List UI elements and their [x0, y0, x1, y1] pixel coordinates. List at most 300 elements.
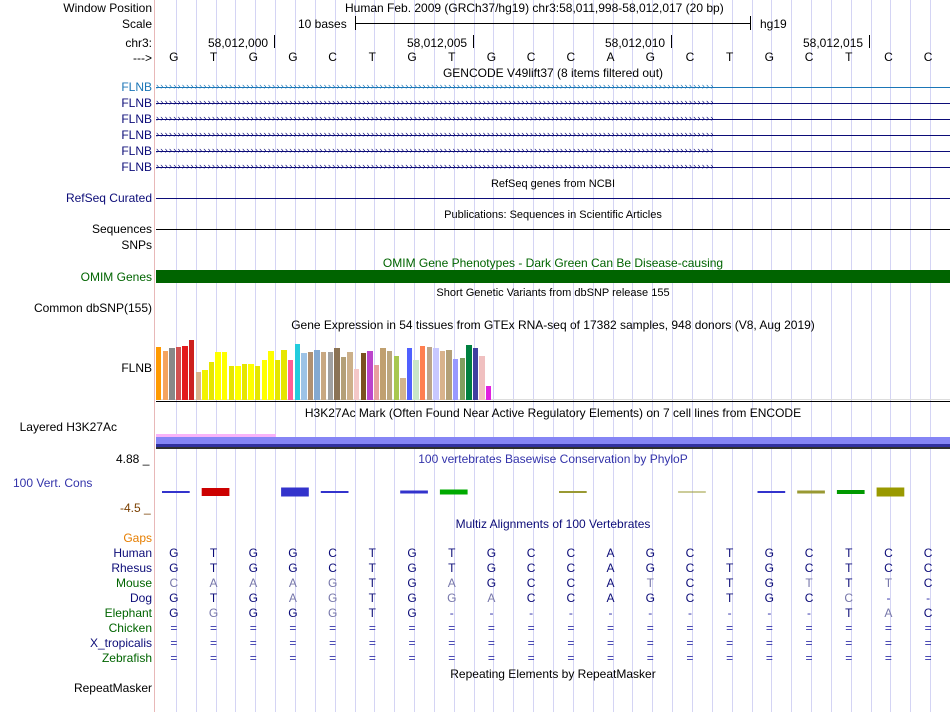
aligned-base: G [248, 606, 258, 620]
gtex-tissue-bar[interactable] [268, 351, 273, 400]
aligned-base: G [764, 576, 775, 590]
gtex-tissue-bar[interactable] [189, 340, 194, 400]
aligned-base: = [249, 636, 257, 650]
gtex-tissue-bar[interactable] [308, 352, 313, 400]
gtex-tissue-bar[interactable] [262, 360, 267, 400]
reference-base: C [328, 50, 337, 64]
coord-label: 58,012,010 [605, 36, 666, 50]
aligned-base: A [288, 591, 297, 605]
window-position-value: Human Feb. 2009 (GRCh37/hg19) chr3:58,011,998-58,012,017 (20 bp) [345, 1, 724, 15]
aligned-base: G [288, 606, 298, 620]
aligned-base: A [209, 576, 218, 590]
aligned-base: - [608, 606, 613, 620]
scale-assembly: hg19 [760, 17, 787, 31]
aligned-base: - [767, 606, 772, 620]
gtex-tissue-bar[interactable] [334, 348, 339, 400]
aligned-base: G [764, 591, 775, 605]
aligned-base: = [607, 651, 615, 665]
aligned-base: = [805, 621, 813, 635]
coord-label: 58,012,015 [803, 36, 864, 50]
gtex-tissue-bar[interactable] [433, 348, 438, 400]
gencode-strand-arrows: ›››››››››››››››››››››››››››››››››››››››››››››››››››››››››››››››››››››››››››››››››››››››››››››››››››››››››››››››››››››››››››››››››› [156, 113, 715, 123]
aligned-base: T [368, 591, 377, 605]
gencode-transcript-label[interactable]: FLNB [121, 144, 152, 158]
gtex-tissue-bar[interactable] [176, 347, 181, 400]
aligned-base: = [765, 621, 773, 635]
aligned-base: G [407, 546, 417, 560]
conservation-track-label[interactable]: 100 Vert. Cons [13, 476, 93, 490]
gtex-tissue-bar[interactable] [427, 347, 432, 400]
aligned-base: T [209, 546, 218, 560]
aligned-base: = [210, 621, 218, 635]
gtex-tissue-bar[interactable] [460, 358, 465, 400]
gtex-tissue-bar[interactable] [196, 372, 201, 400]
aligned-base: G [288, 546, 298, 560]
aligned-base: G [407, 591, 417, 605]
reference-base: G [764, 50, 775, 64]
reference-base: C [566, 50, 576, 64]
gtex-tissue-bar[interactable] [367, 351, 372, 400]
gencode-transcript-label[interactable]: FLNB [121, 128, 152, 142]
conservation-logo-mark [202, 488, 230, 496]
gtex-tissue-bar[interactable] [156, 347, 161, 400]
aligned-base: C [923, 606, 933, 620]
aligned-base: = [170, 636, 178, 650]
coord-tick [274, 35, 275, 48]
strand-arrow-label: ---> [133, 51, 152, 65]
repeatmasker-track-label[interactable]: RepeatMasker [73, 681, 152, 695]
aligned-base: G [169, 546, 179, 560]
aligned-base: G [407, 561, 417, 575]
aligned-base: = [487, 636, 495, 650]
species-label-mouse[interactable]: Mouse [115, 576, 152, 590]
aligned-base: C [328, 561, 337, 575]
chrom-label: chr3: [125, 36, 152, 50]
dbsnp-track-label[interactable]: Common dbSNP(155) [33, 301, 152, 315]
aligned-base: T [845, 561, 853, 575]
gtex-tissue-bar[interactable] [295, 344, 300, 400]
aligned-base: - [568, 606, 573, 620]
aligned-base: = [845, 636, 853, 650]
aligned-base: - [529, 606, 534, 620]
gtex-tissue-bar[interactable] [440, 351, 445, 400]
aligned-base: T [725, 546, 734, 560]
aligned-base: = [170, 621, 178, 635]
aligned-base: C [328, 546, 337, 560]
aligned-base: = [368, 636, 376, 650]
aligned-base: C [923, 546, 933, 560]
gtex-tissue-bar[interactable] [387, 351, 392, 400]
aligned-base: = [289, 621, 297, 635]
aligned-base: = [845, 621, 853, 635]
aligned-base: A [606, 591, 615, 605]
gtex-track-label[interactable]: FLNB [121, 361, 152, 375]
gtex-tissue-bar[interactable] [169, 348, 174, 400]
aligned-base: = [408, 636, 416, 650]
aligned-base: = [329, 636, 337, 650]
gtex-tissue-bar[interactable] [361, 353, 366, 400]
gtex-tissue-bar[interactable] [229, 366, 234, 400]
aligned-base: G [288, 561, 298, 575]
aligned-base: = [289, 651, 297, 665]
aligned-base: G [645, 561, 655, 575]
aligned-base: = [368, 651, 376, 665]
gencode-strand-arrows: ›››››››››››››››››››››››››››››››››››››››››››››››››››››››››››››››››››››››››››››››››››››››››››››››››››››››››››››››››››››››››››››››››› [156, 145, 715, 155]
aligned-base: = [646, 636, 654, 650]
aligned-base: = [448, 621, 456, 635]
gencode-strand-arrows: ›››››››››››››››››››››››››››››››››››››››››››››››››››››››››››››››››››››››››››››››››››››››››››››››››››››››››››››››››››››››››››››››››› [156, 129, 715, 139]
aligned-base: = [646, 621, 654, 635]
aligned-base: = [765, 651, 773, 665]
conservation-logo-mark [678, 492, 706, 493]
aligned-base: = [210, 651, 218, 665]
gtex-tissue-bar[interactable] [182, 346, 187, 400]
aligned-base: C [169, 576, 179, 590]
gtex-tissue-bar[interactable] [288, 360, 293, 400]
omim-gene-bar[interactable] [156, 270, 950, 283]
aligned-base: G [764, 561, 775, 575]
h3k27ac-track-title[interactable]: H3K27Ac Mark (Often Found Near Active Regulatory Elements) on 7 cell lines from ENCODE [304, 406, 802, 420]
aligned-base: T [884, 576, 893, 590]
conservation-logo-mark [281, 488, 309, 497]
aligned-base: T [646, 576, 654, 590]
aligned-base: = [487, 621, 495, 635]
gtex-tissue-bar[interactable] [341, 357, 346, 400]
gtex-tissue-bar[interactable] [354, 369, 359, 400]
gtex-tissue-bar[interactable] [281, 350, 286, 400]
conservation-logo-mark [877, 488, 905, 497]
aligned-base: C [526, 591, 536, 605]
h3k27ac-track-label[interactable]: Layered H3K27Ac [19, 420, 117, 434]
aligned-base: C [923, 561, 933, 575]
gtex-tissue-bar[interactable] [215, 352, 220, 400]
aligned-base: = [249, 621, 257, 635]
conservation-logo-mark [162, 491, 190, 493]
aligned-base: C [526, 576, 536, 590]
scale-label: Scale [121, 17, 152, 31]
aligned-base: = [924, 621, 932, 635]
aligned-base: A [288, 576, 297, 590]
gencode-transcript-label[interactable]: FLNB [121, 160, 152, 174]
gtex-tissue-bar[interactable] [420, 346, 425, 400]
aligned-base: T [725, 561, 734, 575]
aligned-base: = [726, 651, 734, 665]
aligned-base: C [923, 576, 933, 590]
aligned-base: = [487, 651, 495, 665]
conservation-logo-mark [758, 491, 786, 493]
aligned-base: G [645, 546, 655, 560]
gtex-tissue-bar[interactable] [202, 370, 207, 400]
gtex-tissue-bar[interactable] [163, 351, 168, 400]
dbsnp-track-title[interactable]: Short Genetic Variants from dbSNP release 155 [436, 287, 670, 299]
aligned-base: C [685, 591, 695, 605]
aligned-base: G [248, 591, 258, 605]
aligned-base: G [645, 591, 655, 605]
coord-tick [869, 35, 870, 48]
reference-base: G [288, 50, 298, 64]
aligned-base: C [685, 546, 695, 560]
aligned-base: C [526, 561, 536, 575]
aligned-base: C [685, 576, 695, 590]
repeatmasker-track-title[interactable]: Repeating Elements by RepeatMasker [450, 667, 656, 681]
aligned-base: = [448, 636, 456, 650]
aligned-base: A [249, 576, 258, 590]
gtex-tissue-bar[interactable] [400, 378, 405, 400]
conservation-min-label: -4.5 _ [120, 501, 151, 515]
aligned-base: T [368, 561, 377, 575]
aligned-base: T [725, 576, 734, 590]
aligned-base: G [169, 591, 179, 605]
scale-value: 10 bases [298, 17, 347, 31]
aligned-base: C [566, 591, 576, 605]
aligned-base: - [727, 606, 732, 620]
aligned-base: = [329, 651, 337, 665]
gtex-bar-chart[interactable] [156, 332, 536, 400]
gtex-tissue-bar[interactable] [453, 359, 458, 400]
aligned-base: = [527, 651, 535, 665]
aligned-base: - [926, 591, 931, 605]
aligned-base: = [805, 636, 813, 650]
reference-base: T [845, 50, 853, 64]
aligned-base: - [489, 606, 494, 620]
aligned-base: = [726, 621, 734, 635]
window-position-label: Window Position [63, 1, 152, 15]
aligned-base: C [566, 576, 576, 590]
reference-base: A [606, 50, 615, 64]
aligned-base: A [606, 576, 615, 590]
conservation-logo-mark [797, 491, 825, 494]
aligned-base: C [566, 546, 576, 560]
aligned-base: = [567, 636, 575, 650]
aligned-base: = [805, 651, 813, 665]
aligned-base: T [845, 606, 853, 620]
reference-base: C [923, 50, 933, 64]
gtex-tissue-bar[interactable] [328, 352, 333, 400]
gtex-tissue-bar[interactable] [473, 348, 478, 400]
gencode-transcript-label[interactable]: FLNB [121, 112, 152, 126]
reference-base: G [645, 50, 655, 64]
aligned-base: G [764, 546, 775, 560]
aligned-base: = [527, 636, 535, 650]
refseq-track-title[interactable]: RefSeq genes from NCBI [490, 178, 616, 190]
h3k27ac-signal[interactable] [156, 437, 950, 444]
gencode-transcript-label[interactable]: FLNB [121, 80, 152, 94]
gtex-tissue-bar[interactable] [466, 345, 471, 400]
aligned-base: = [170, 651, 178, 665]
aligned-base: T [805, 576, 813, 590]
aligned-base: G [248, 546, 258, 560]
omim-track-title[interactable]: OMIM Gene Phenotypes - Dark Green Can Be Disease-causing [382, 256, 724, 270]
gencode-strand-arrows: ›››››››››››››››››››››››››››››››››››››››››››››››››››››››››››››››››››››››››››››››››››››››››››››››››››››››››››››››››››››››››››››››››› [156, 97, 715, 107]
gtex-tissue-bar[interactable] [347, 352, 352, 400]
aligned-base: = [884, 636, 892, 650]
reference-base: G [169, 50, 179, 64]
gtex-tissue-bar[interactable] [479, 356, 484, 400]
coord-label: 58,012,000 [208, 36, 269, 50]
aligned-base: C [804, 591, 814, 605]
aligned-base: = [924, 636, 932, 650]
gtex-track-title[interactable]: Gene Expression in 54 tissues from GTEx RNA-seq of 17382 samples, 948 donors (V8, Aug 2019) [291, 318, 815, 332]
sequences-track-label[interactable]: Sequences [91, 222, 152, 236]
scale-bar [355, 23, 751, 24]
reference-base: G [248, 50, 258, 64]
gencode-transcript-label[interactable]: FLNB [121, 96, 152, 110]
aligned-base: C [685, 561, 695, 575]
gtex-bottom-line [156, 401, 950, 402]
gtex-tissue-bar[interactable] [242, 364, 247, 400]
aligned-base: = [646, 651, 654, 665]
aligned-base: = [289, 636, 297, 650]
conservation-max-label: 4.88 _ [116, 452, 150, 466]
aligned-base: G [447, 591, 457, 605]
aligned-base: G [169, 561, 179, 575]
aligned-base: = [686, 621, 694, 635]
gtex-tissue-bar[interactable] [235, 366, 240, 400]
aligned-base: C [884, 546, 893, 560]
conservation-logo-mark [400, 491, 428, 494]
conservation-logo-mark [837, 490, 865, 494]
aligned-base: - [648, 606, 653, 620]
aligned-base: T [448, 546, 456, 560]
aligned-base: = [924, 651, 932, 665]
reference-base: C [884, 50, 893, 64]
species-label-chicken[interactable]: Chicken [108, 621, 152, 635]
gtex-tissue-bar[interactable] [209, 362, 214, 400]
aligned-base: - [449, 606, 454, 620]
aligned-base: G [486, 546, 497, 560]
conservation-logo-mark [321, 491, 349, 493]
aligned-base: A [606, 546, 615, 560]
aligned-base: = [408, 651, 416, 665]
coord-tick [671, 35, 672, 48]
aligned-base: = [726, 636, 734, 650]
aligned-base: = [527, 621, 535, 635]
species-label-elephant[interactable]: Elephant [104, 606, 152, 620]
conservation-track-title[interactable]: 100 vertebrates Basewise Conservation by PhyloP [418, 452, 688, 466]
aligned-base: = [686, 651, 694, 665]
aligned-base: = [368, 621, 376, 635]
gtex-tissue-bar[interactable] [275, 360, 280, 400]
aligned-base: = [686, 636, 694, 650]
aligned-base: C [804, 561, 814, 575]
aligned-base: T [368, 606, 377, 620]
reference-base: T [448, 50, 456, 64]
aligned-base: = [845, 651, 853, 665]
aligned-base: G [486, 561, 497, 575]
gencode-strand-arrows: ›››››››››››››››››››››››››››››››››››››››››››››››››››››››››››››››››››››››››››››››››››››››››››››››››››››››››››››››››››››››››››››››››› [156, 81, 715, 91]
reference-base: C [804, 50, 814, 64]
aligned-base: = [448, 651, 456, 665]
aligned-base: T [368, 546, 377, 560]
gtex-tissue-bar[interactable] [486, 386, 491, 400]
aligned-base: G [327, 591, 338, 605]
aligned-base: = [607, 621, 615, 635]
reference-base: T [368, 50, 377, 64]
aligned-base: = [765, 636, 773, 650]
gtex-tissue-bar[interactable] [394, 356, 399, 400]
refseq-track-label[interactable]: RefSeq Curated [65, 191, 152, 205]
refseq-gene-line[interactable] [156, 198, 950, 199]
aligned-base: T [845, 546, 853, 560]
aligned-base: - [807, 606, 812, 620]
multiz-track-title[interactable]: Multiz Alignments of 100 Vertebrates [455, 517, 651, 531]
species-label-dog[interactable]: Dog [129, 591, 152, 605]
aligned-base: T [448, 561, 456, 575]
species-label-human[interactable]: Human [113, 546, 152, 560]
reference-base: G [486, 50, 497, 64]
conservation-logo-mark [440, 490, 468, 495]
gtex-tissue-bar[interactable] [374, 365, 379, 400]
gtex-tissue-bar[interactable] [301, 353, 306, 400]
aligned-base: = [607, 636, 615, 650]
aligned-base: T [368, 576, 377, 590]
coord-tick [473, 35, 474, 48]
aligned-base: = [884, 621, 892, 635]
coord-label: 58,012,005 [407, 36, 468, 50]
gtex-tissue-bar[interactable] [222, 352, 227, 400]
gencode-strand-arrows: ›››››››››››››››››››››››››››››››››››››››››››››››››››››››››››››››››››››››››››››››››››››››››››››››››››››››››››››››››››››››››››››››››› [156, 161, 715, 171]
reference-base: T [725, 50, 734, 64]
snps-track-label[interactable]: SNPs [121, 238, 152, 252]
gtex-tissue-bar[interactable] [446, 350, 451, 400]
scale-bar-left-tick [355, 16, 356, 30]
gencode-track-title[interactable]: GENCODE V49lift37 (8 items filtered out) [442, 66, 664, 80]
h3k27ac-signal-edge [156, 447, 950, 449]
gtex-tissue-bar[interactable] [321, 352, 326, 400]
omim-track-label[interactable]: OMIM Genes [80, 270, 152, 284]
aligned-base: G [327, 606, 338, 620]
aligned-base: G [248, 561, 258, 575]
conservation-logo[interactable] [156, 480, 950, 510]
sequences-line[interactable] [156, 229, 950, 230]
conservation-logo-mark [559, 491, 587, 493]
aligned-base: C [884, 561, 893, 575]
aligned-base: G [169, 606, 179, 620]
aligned-base: = [884, 651, 892, 665]
gtex-tissue-bar[interactable] [255, 366, 260, 400]
aligned-base: - [687, 606, 692, 620]
gtex-tissue-bar[interactable] [380, 348, 385, 400]
aligned-base: C [804, 546, 814, 560]
aligned-base: T [845, 576, 853, 590]
aligned-base: A [487, 591, 496, 605]
gtex-tissue-bar[interactable] [314, 350, 319, 400]
species-label-rhesus[interactable]: Rhesus [111, 561, 152, 575]
publications-track-title[interactable]: Publications: Sequences in Scientific Articles [444, 209, 662, 221]
aligned-base: A [884, 606, 893, 620]
aligned-base: - [886, 591, 891, 605]
gtex-tissue-bar[interactable] [407, 348, 412, 400]
aligned-base: = [249, 651, 257, 665]
aligned-base: G [486, 576, 497, 590]
aligned-base: G [407, 576, 417, 590]
aligned-base: C [566, 561, 576, 575]
species-label-x_tropicalis[interactable]: X_tropicalis [89, 636, 152, 650]
aligned-base: C [844, 591, 854, 605]
reference-base: T [209, 50, 218, 64]
aligned-base: = [210, 636, 218, 650]
aligned-base: A [447, 576, 456, 590]
species-label-zebrafish[interactable]: Zebrafish [101, 651, 152, 665]
aligned-base: T [209, 561, 218, 575]
aligned-base: = [329, 621, 337, 635]
aligned-base: T [725, 591, 734, 605]
aligned-base: G [327, 576, 338, 590]
gtex-tissue-bar[interactable] [248, 364, 253, 400]
aligned-base: = [567, 621, 575, 635]
gtex-tissue-bar[interactable] [413, 360, 418, 400]
aligned-base: G [407, 606, 417, 620]
